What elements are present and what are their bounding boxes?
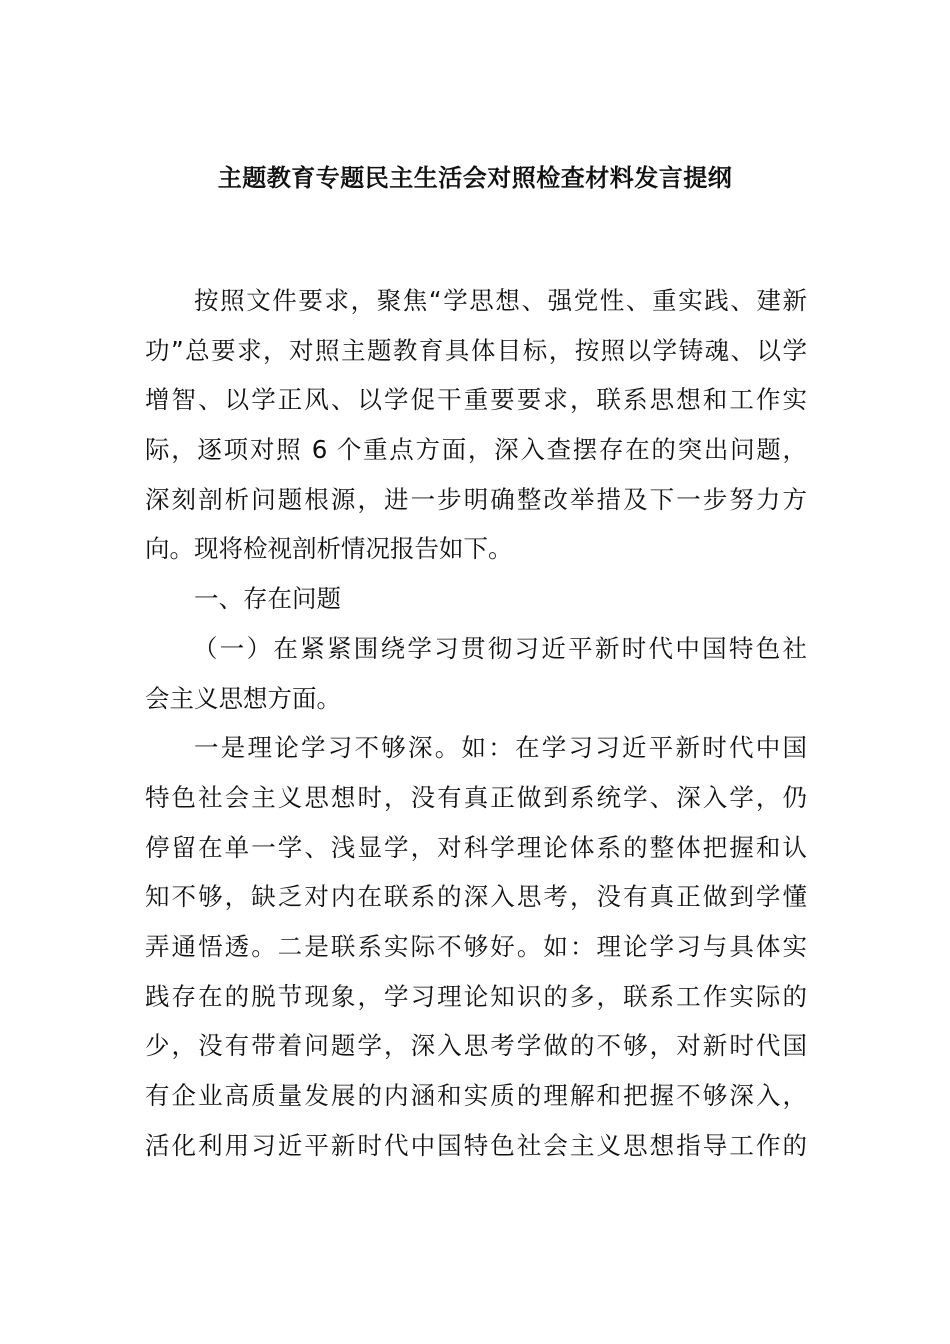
section-heading: 一、存在问题: [194, 584, 341, 614]
paragraph-line: 向。现将检视剖析情况报告如下。: [145, 534, 513, 564]
paragraph-line: 活化利用习近平新时代中国特色社会主义思想指导工作的: [145, 1130, 807, 1160]
paragraph-line: 停留在单一学、浅显学，对科学理论体系的整体把握和认: [145, 832, 807, 862]
paragraph-line: 践存在的脱节现象，学习理论知识的多，联系工作实际的: [145, 981, 807, 1011]
paragraph-line: 特色社会主义思想时，没有真正做到系统学、深入学，仍: [145, 782, 807, 812]
subsection-heading-line: （一）在紧紧围绕学习贯彻习近平新时代中国特色社: [193, 633, 807, 663]
subsection-heading-line: 会主义思想方面。: [145, 683, 341, 713]
paragraph-line: 际，逐项对照 6 个重点方面，深入查摆存在的突出问题，: [145, 435, 807, 465]
paragraph-line: 深刻剖析问题根源，进一步明确整改举措及下一步努力方: [145, 484, 807, 514]
paragraph-line: 弄通悟透。二是联系实际不够好。如：理论学习与具体实: [145, 931, 807, 961]
document-title: 主题教育专题民主生活会对照检查材料发言提纲: [217, 164, 733, 192]
paragraph-line: 有企业高质量发展的内涵和实质的理解和把握不够深入，: [145, 1081, 807, 1110]
paragraph-line: 少，没有带着问题学，深入思考学做的不够，对新时代国: [145, 1031, 807, 1061]
paragraph-line: 增智、以学正风、以学促干重要要求，联系思想和工作实: [145, 385, 807, 415]
paragraph-line: 功”总要求，对照主题教育具体目标，按照以学铸魂、以学: [145, 335, 807, 365]
document-body: [145, 276, 807, 1170]
paragraph-line: 知不够，缺乏对内在联系的深入思考，没有真正做到学懂: [145, 882, 807, 912]
paragraph-line: 一是理论学习不够深。如：在学习习近平新时代中国: [194, 733, 807, 763]
paragraph-line: 按照文件要求，聚焦“学思想、强党性、重实践、建新: [194, 286, 807, 315]
